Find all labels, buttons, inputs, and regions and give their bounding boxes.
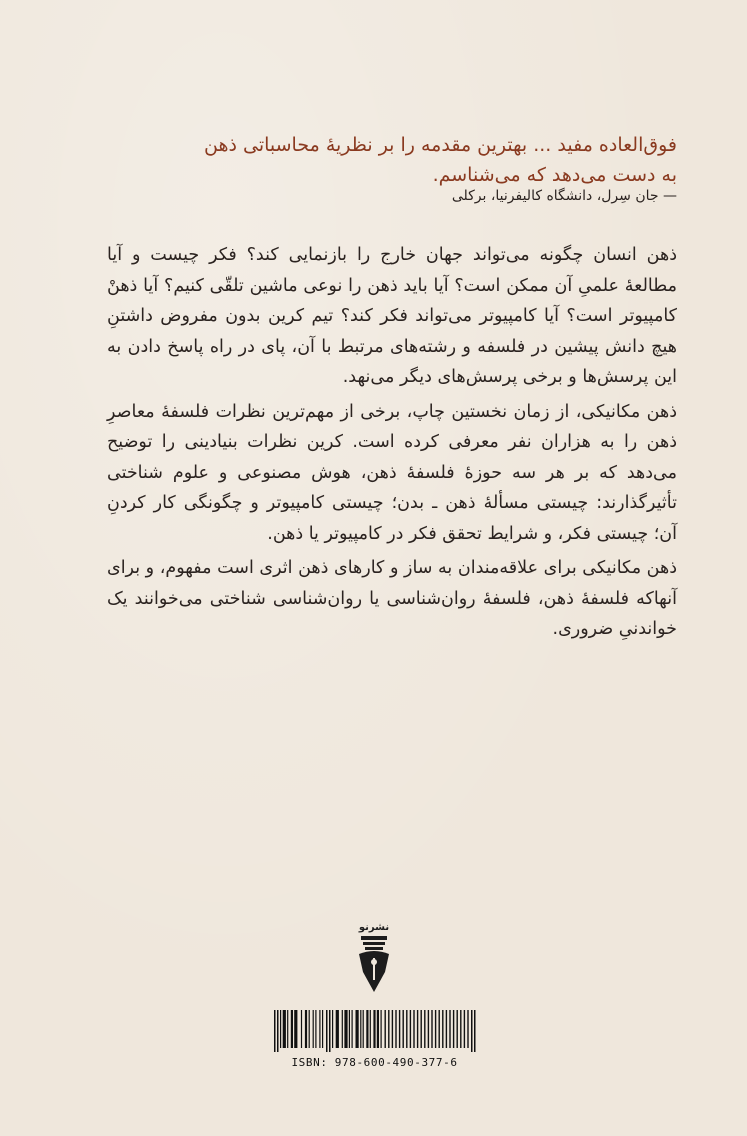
barcode	[272, 1010, 477, 1052]
book-description	[107, 240, 677, 649]
isbn-number: ISBN: 978-600-490-377-6	[291, 1056, 458, 1069]
pen-nib-logo-icon	[355, 934, 393, 994]
description-paragraph-2: ذهن مکانیکی، از زمان نخستین چاپ، برخی از مهم‌ترین نظرات فلسفهٔ معاصرِ ذهن را به هزاران نفر معرفی کرده است. کرین نظرات بنیادینی را توضیح می‌دهد که بر هر سه حوزهٔ فلسفهٔ ذهن، هوش مصنوعی و علوم شناختی تأثیرگذارند: چیستی مسألهٔ ذهن ـ بدن؛ چیستی کامپیوتر و چگونگی کار کردنِ آن؛ چیستی فکر، و شرایط تحقق فکر در کامپیوتر یا ذهن.	[107, 401, 677, 544]
description-paragraph-3: ذهن مکانیکی برای علاقه‌مندان به ساز و کارهای ذهن اثری است مفهوم، و برای آنهاکه فلسفهٔ ذهن، فلسفهٔ روان‌شناسی یا روان‌شناسی شناختی می‌خوانند یک خواندنیِ ضروری.	[107, 558, 677, 639]
quote-line-1: فوق‌العاده مفید ... بهترین مقدمه را بر نظریهٔ محاسباتی ذهن	[204, 134, 677, 156]
quote-attribution: — جان سِرل، دانشگاه کالیفرنیا، برکلی	[451, 188, 677, 204]
description-paragraph-1: ذهن انسان چگونه می‌تواند جهان خارج را بازنمایی کند؟ فکر چیست و آیا مطالعهٔ علمیِ آن ممکن است؟ آیا باید ذهن را نوعی ماشین تلقّی کنیم؟ آیا ذهنْ کامپیوتر است؟ آیا کامپیوتر می‌تواند فکر کند؟ تیم کرین بدون مفروض داشتنِ هیچ دانش پیشین در فلسفه و رشته‌های مرتبط با آن، پای در راه پاسخ دادن به این پرسش‌ها و برخی پرسش‌های دیگر می‌نهد.	[107, 245, 677, 387]
publisher-logo	[355, 922, 393, 994]
quote-line-2: به دست می‌دهد که می‌شناسم.	[432, 164, 677, 186]
endorsement-quote	[117, 130, 677, 190]
publisher-name: نشرنو	[358, 922, 390, 933]
